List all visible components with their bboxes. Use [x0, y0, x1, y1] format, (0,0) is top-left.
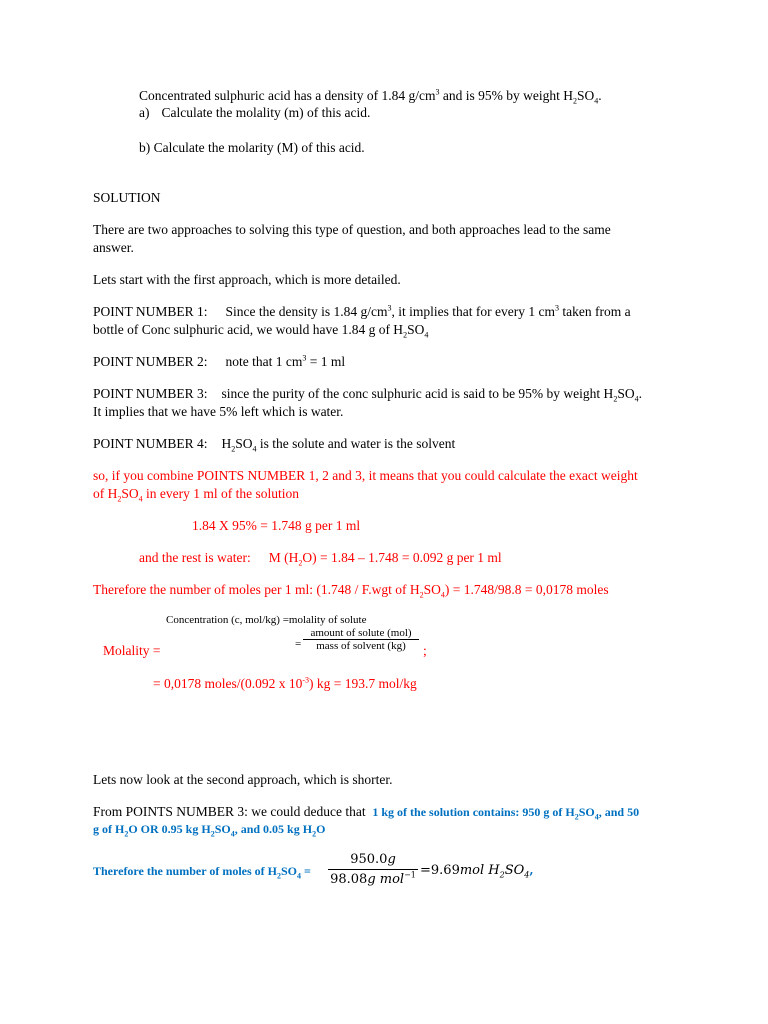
- calc-water: and the rest is water: M $(H_2O) = 1.84 - 1.748 = 0.092$ g per 1 ml: [139, 550, 502, 568]
- final-denominator: 98.08g mol$^{-1}$: [330, 870, 416, 887]
- point-4: POINT NUMBER 4: $H_2SO_4$ is the solute and water is the solvent: [93, 436, 456, 454]
- point-1-line-2: bottle of Conc sulphuric acid, we would have 1.84 g of $H_2SO_4$: [93, 322, 429, 340]
- second-approach: Lets now look at the second approach, which is shorter.: [93, 772, 393, 787]
- final-fraction: [328, 852, 418, 887]
- point-3-line-2: It implies that we have 5% left which is water.: [93, 404, 344, 419]
- point-1-line-1: POINT NUMBER 1: Since the density is 1.84 $g/cm^3$, it implies that for every 1 $cm^3$ taken from a: [93, 303, 631, 319]
- combine-line-1: so, if you combine POINTS NUMBER 1, 2 and 3, it means that you could calculate the exact weight: [93, 468, 638, 483]
- approaches-line-2: answer.: [93, 240, 134, 255]
- formula-equals: =: [295, 638, 302, 650]
- from-points-line-1: From POINTS NUMBER 3: we could deduce that 1 kg of the solution contains: 950 g of $H_2SO_4$, and 50: [93, 804, 640, 822]
- approaches-line-1: There are two approaches to solving this type of question, and both approaches lead to the same: [93, 222, 611, 237]
- combine-line-2: of $H_2SO_4$ in every 1 ml of the solution: [93, 486, 299, 504]
- molality-label: Molality =: [103, 643, 161, 658]
- point-3-line-1: POINT NUMBER 3: since the purity of the conc sulphuric acid is said to be 95% by weight $H_2SO_4$.: [93, 386, 642, 404]
- solution-heading: SOLUTION: [93, 190, 161, 205]
- calc-weight: 1.84 X 95% = 1.748 g per 1 ml: [192, 518, 361, 533]
- question-part-a: a) Calculate the molality (m) of this acid.: [139, 105, 371, 120]
- formula-semicolon: ;: [423, 643, 427, 658]
- formula-denominator: mass of solvent (kg): [316, 640, 406, 652]
- first-approach: Lets start with the first approach, which is more detailed.: [93, 272, 401, 287]
- final-numerator: 950.0g: [328, 852, 418, 870]
- final-label: Therefore the number of moles of $H_2SO_4$ =: [93, 864, 311, 881]
- from-points-line-2: g of $H_2O$ OR 0.95 kg $H_2SO_4$, and 0.05 kg $H_2O$: [93, 822, 326, 839]
- final-result: =9.69mol $H_2SO_4$,: [420, 863, 534, 880]
- point-2: POINT NUMBER 2: note that 1 $cm^3 = 1$ ml: [93, 353, 346, 369]
- moles-per-ml: Therefore the number of moles per 1 ml: (1.748 / F.wgt of $H_2SO_4) = 1.748/98.8 = 0,0178$ moles: [93, 582, 609, 600]
- molality-result: = 0,0178 moles/(0.092 x $10^{-3}$) kg = 193.7 mol/kg: [153, 675, 417, 691]
- question-intro: Concentrated sulphuric acid has a density of 1.84 $g/cm^3$ and is 95% by weight $H_2SO_4$.: [139, 87, 602, 106]
- formula-fraction: [303, 627, 419, 652]
- formula-numerator: amount of solute (mol): [303, 627, 419, 640]
- question-part-b: b) Calculate the molarity (M) of this acid.: [139, 140, 365, 155]
- formula-concentration: Concentration (c, mol/kg) =molality of solute: [166, 614, 367, 626]
